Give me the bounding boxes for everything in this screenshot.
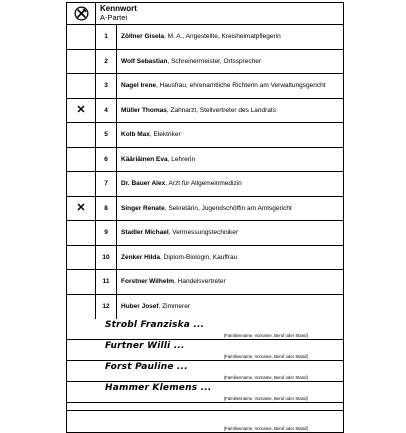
vote-mark-box[interactable] — [67, 270, 96, 294]
write-in-hint: (Familienname, Vorname, Beruf oder Stand) — [223, 426, 308, 431]
write-in-hint: (Familienname, Vorname, Beruf oder Stand) — [223, 396, 308, 401]
vote-mark-box[interactable] — [67, 172, 96, 196]
candidate-name: Zenker Hilda — [121, 253, 161, 261]
candidate-row[interactable] — [67, 221, 343, 246]
vote-mark-box[interactable] — [67, 295, 96, 320]
candidate-name: Forstner Wilhelm — [121, 278, 175, 286]
vote-mark-box[interactable] — [67, 197, 96, 221]
candidate-number: 8 — [96, 197, 117, 221]
write-in-row[interactable] — [67, 411, 343, 432]
candidate-info — [117, 197, 343, 221]
candidate-info — [117, 123, 343, 147]
candidate-detail: , Diplom-Biologin, Kauffrau — [160, 253, 238, 261]
candidate-info — [117, 148, 343, 172]
vote-mark-box[interactable] — [67, 246, 96, 270]
candidate-row[interactable] — [67, 123, 343, 148]
candidate-detail: , Schreinermeister, Ortssprecher — [167, 57, 262, 65]
candidate-info — [117, 99, 343, 123]
candidate-detail: , Hausfrau, ehrenamtliche Richterin am Verwaltungsgericht — [156, 82, 326, 90]
candidate-info — [117, 221, 343, 245]
candidate-detail: , Vermessungstechniker — [168, 229, 239, 237]
candidate-row[interactable] — [67, 99, 343, 124]
write-in-name: Furtner Willi ... — [105, 341, 185, 351]
vote-mark-box[interactable] — [67, 74, 96, 98]
candidate-row[interactable] — [67, 295, 343, 320]
candidate-number: 5 — [96, 123, 117, 147]
candidate-detail: , Arzt für Allgemeinmedizin — [165, 180, 242, 188]
candidate-detail: , M. A., Angestellte, Kreisheimatpflegerin — [164, 33, 281, 41]
vote-mark-box[interactable] — [67, 148, 96, 172]
candidate-detail: , Lehrerin — [167, 155, 196, 163]
candidate-name: Huber Josef — [121, 303, 159, 311]
party-emblem-icon — [74, 6, 89, 21]
candidate-info — [117, 50, 343, 74]
candidate-info — [117, 25, 343, 49]
candidate-detail: , Elektriker — [149, 131, 181, 139]
candidate-row[interactable] — [67, 50, 343, 75]
candidate-info — [117, 270, 343, 294]
ballot-title: Kennwort — [100, 4, 137, 14]
candidate-name: Stadler Michael — [121, 229, 169, 237]
candidate-row[interactable] — [67, 172, 343, 197]
candidate-number: 4 — [96, 99, 117, 123]
ballot-header — [67, 3, 343, 25]
write-in-row[interactable] — [67, 340, 343, 361]
candidate-number: 6 — [96, 148, 117, 172]
write-in-list — [67, 319, 343, 432]
candidate-number: 10 — [96, 246, 117, 270]
candidate-number: 3 — [96, 74, 117, 98]
write-in-name: Hammer Klemens ... — [105, 383, 212, 393]
candidate-detail: , Zimmerer — [158, 303, 190, 311]
candidate-row[interactable] — [67, 246, 343, 271]
write-in-hint: (Familienname, Vorname, Beruf oder Stand) — [223, 354, 308, 359]
cross-mark-icon: ✕ — [76, 201, 86, 214]
candidate-number: 11 — [96, 270, 117, 294]
candidate-row[interactable] — [67, 270, 343, 295]
write-in-name: Strobl Franziska ... — [105, 320, 205, 330]
candidate-name: Wolf Sebastian — [121, 57, 168, 65]
candidate-info — [117, 295, 343, 320]
vote-mark-box[interactable] — [67, 50, 96, 74]
write-in-row[interactable] — [67, 319, 343, 340]
vote-mark-box[interactable] — [67, 221, 96, 245]
candidate-name: Nagel Irene — [121, 82, 157, 90]
ballot-sheet — [66, 2, 344, 433]
candidate-list — [67, 25, 343, 319]
write-in-hint: (Familienname, Vorname, Beruf oder Stand) — [223, 375, 308, 380]
cross-mark-icon: ✕ — [76, 103, 86, 116]
write-in-hint: (Familienname, Vorname, Beruf oder Stand) — [223, 333, 308, 338]
candidate-row[interactable] — [67, 74, 343, 99]
candidate-number: 7 — [96, 172, 117, 196]
candidate-row[interactable] — [67, 148, 343, 173]
write-in-row[interactable] — [67, 403, 343, 411]
candidate-info — [117, 172, 343, 196]
candidate-detail: , Handelsvertreter — [174, 278, 226, 286]
candidate-name: Kääriäinen Eva — [121, 155, 168, 163]
header-text — [96, 3, 343, 24]
vote-mark-box[interactable] — [67, 25, 96, 49]
candidate-row[interactable] — [67, 25, 343, 50]
vote-mark-box[interactable] — [67, 123, 96, 147]
write-in-row[interactable] — [67, 361, 343, 382]
party-name: A-Partei — [100, 12, 128, 22]
candidate-info — [117, 246, 343, 270]
candidate-detail: , Zahnarzt, Stellvertreter des Landrats — [166, 106, 276, 114]
candidate-number: 1 — [96, 25, 117, 49]
candidate-info — [117, 74, 343, 98]
candidate-name: Zöllner Gisela — [121, 33, 164, 41]
header-mark-cell — [67, 3, 96, 24]
vote-mark-box[interactable] — [67, 99, 96, 123]
candidate-number: 9 — [96, 221, 117, 245]
write-in-row[interactable] — [67, 382, 343, 403]
candidate-number: 2 — [96, 50, 117, 74]
write-in-name: Forst Pauline ... — [105, 362, 188, 372]
candidate-name: Müller Thomas — [121, 106, 167, 114]
candidate-name: Kolb Max — [121, 131, 150, 139]
candidate-row[interactable] — [67, 197, 343, 222]
candidate-number: 12 — [96, 295, 117, 320]
candidate-detail: , Sekretärin, Jugendschöffin am Amtsgericht — [164, 204, 292, 212]
candidate-name: Dr. Bauer Alex — [121, 180, 166, 188]
candidate-name: Singer Renate — [121, 204, 165, 212]
